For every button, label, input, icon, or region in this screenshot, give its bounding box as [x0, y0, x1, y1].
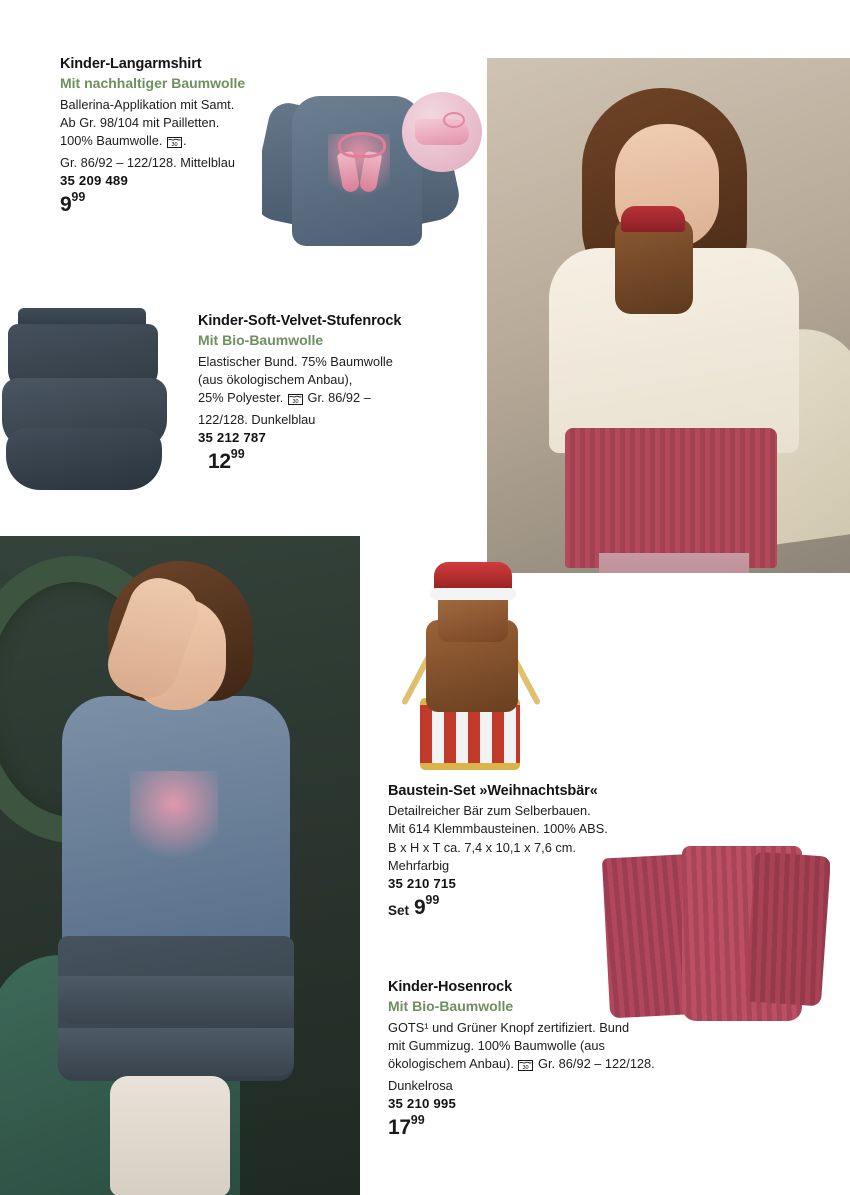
product-block-hosenrock: [388, 978, 718, 1138]
article-number: 35 209 489: [60, 172, 129, 188]
description-line-3: ökologischem Anbau).: [388, 1056, 514, 1072]
product-description: [198, 353, 460, 429]
price-cents: 99: [230, 446, 245, 461]
svg-text:30: 30: [522, 1065, 530, 1072]
description-line-1: GOTS¹ und Grüner Knopf zertifiziert. Bund: [388, 1019, 630, 1035]
product-description: [388, 802, 638, 875]
article-number: 35 210 995: [388, 1095, 457, 1111]
description-line-2: mit Gummizug. 100% Baumwolle (aus: [388, 1037, 605, 1053]
price: [388, 893, 638, 920]
price: [60, 189, 285, 216]
description-line-2: Mit 614 Klemmbausteinen. 100% ABS.: [388, 821, 608, 837]
article-number: 35 212 787: [198, 429, 267, 445]
price: [208, 446, 460, 473]
wash-care-icon: [288, 392, 303, 410]
description-line-4: Mehrfarbig: [388, 858, 450, 874]
product-title: Kinder-Langarmshirt: [60, 56, 202, 72]
product-eco-label: Mit nachhaltiger Baumwolle: [60, 75, 246, 92]
description-line-3: 25% Polyester.: [198, 390, 284, 406]
price-euro: 9: [60, 192, 72, 216]
product-eco-label: Mit Bio-Baumwolle: [388, 998, 514, 1015]
article-number: 35 210 715: [388, 876, 457, 892]
description-line-3-post: Gr. 86/92 – 122/128.: [534, 1056, 655, 1072]
wash-care-icon: [518, 1058, 533, 1076]
product-photo-stufenrock: [0, 292, 180, 512]
price-cents: 99: [410, 1112, 425, 1127]
product-description: [388, 1019, 718, 1095]
product-description: [60, 96, 285, 172]
product-title: Kinder-Soft-Velvet-Stufenrock: [198, 313, 402, 329]
price-cents: 99: [71, 189, 86, 204]
price-euro: 12: [208, 449, 231, 473]
description-line-4: Dunkelrosa: [388, 1077, 453, 1093]
product-title: Baustein-Set »Weihnachtsbär«: [388, 783, 598, 799]
product-block-stufenrock: [198, 312, 460, 472]
description-line-1: Detailreicher Bär zum Selberbauen.: [388, 803, 591, 819]
price-cents: 99: [425, 893, 440, 908]
detail-photo-ballet-shoe-applique: [402, 92, 482, 172]
description-line-1: Ballerina-Applikation mit Samt.: [60, 96, 235, 112]
price-euro: 9: [414, 896, 426, 920]
price-euro: 17: [388, 1115, 411, 1139]
description-line-4: Gr. 86/92 – 122/128. Mittelblau: [60, 154, 236, 170]
svg-text:30: 30: [171, 142, 178, 149]
description-line-2: Ab Gr. 98/104 mit Pailletten.: [60, 114, 220, 130]
product-block-langarmshirt: [60, 55, 285, 215]
product-photo-baustein-weihnachtsbaer: [398, 558, 548, 773]
product-eco-label: Mit Bio-Baumwolle: [198, 332, 324, 349]
description-line-4: 122/128. Dunkelblau: [198, 411, 316, 427]
description-line-1: Elastischer Bund. 75% Baumwolle: [198, 353, 393, 369]
photo-girl-with-toy-bear: [487, 58, 850, 573]
wash-care-icon: [167, 135, 182, 153]
description-line-3: B x H x T ca. 7,4 x 10,1 x 7,6 cm.: [388, 839, 577, 855]
photo-girl-in-blue-shirt-and-skirt: [0, 536, 360, 1195]
description-line-3-post: Gr. 86/92 –: [303, 390, 371, 406]
description-line-3: 100% Baumwolle.: [60, 133, 163, 149]
price-prefix: Set: [388, 903, 410, 919]
product-block-baustein-set: [388, 782, 638, 918]
description-line-3-post: .: [183, 133, 187, 149]
svg-text:30: 30: [292, 399, 299, 406]
price: [388, 1112, 718, 1139]
product-title: Kinder-Hosenrock: [388, 979, 513, 995]
description-line-2: (aus ökologischem Anbau),: [198, 371, 353, 387]
